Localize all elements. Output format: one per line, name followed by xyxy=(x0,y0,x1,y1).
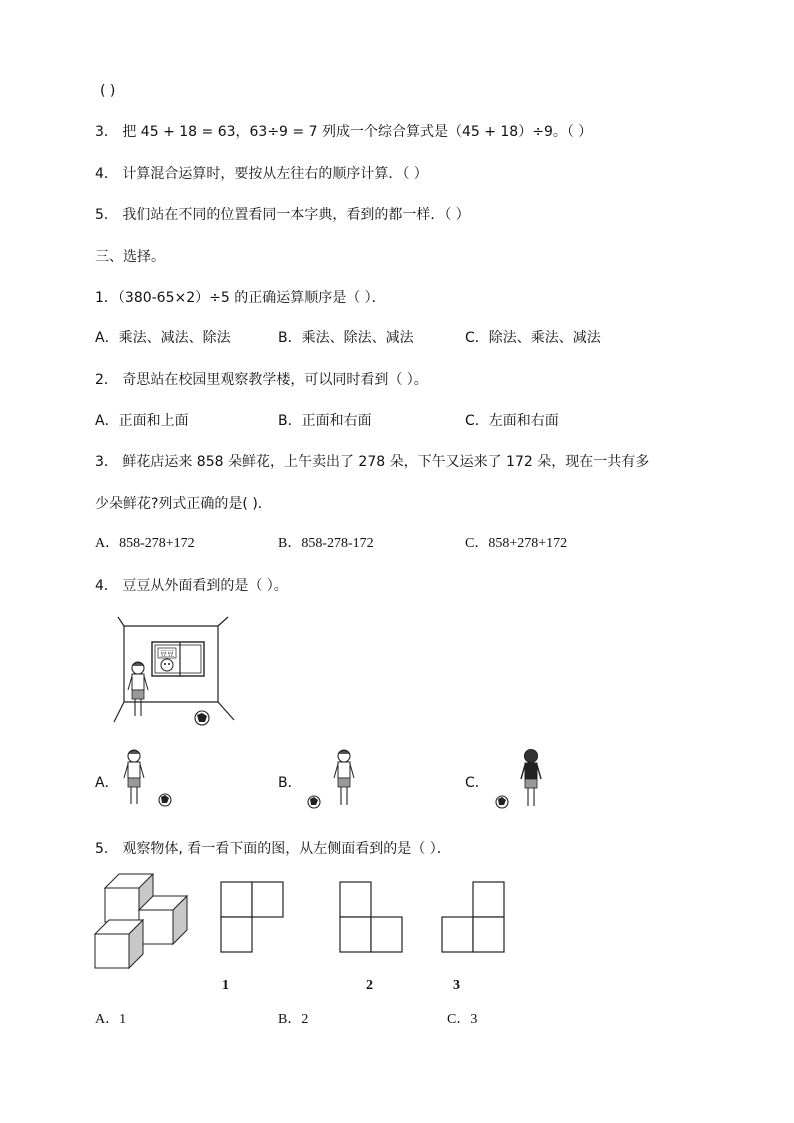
c5-question: 5． 观察物体, 看一看下面的图，从左侧面看到的是（ ）． xyxy=(95,841,451,857)
c1-option-b: B．乘法、除法、减法 xyxy=(278,330,414,346)
view-1-label: 1 xyxy=(222,978,229,993)
c4-question: 4． 豆豆从外面看到的是（ ）。 xyxy=(95,578,288,594)
view-2 xyxy=(339,881,409,961)
c2-option-b: B．正面和右面 xyxy=(278,413,372,429)
c4-option-a: A． xyxy=(95,775,119,791)
boy-ball-option-b xyxy=(302,746,362,811)
view-3 xyxy=(441,881,511,961)
room-illustration xyxy=(110,612,240,742)
c3-question-line1: 3． 鲜花店运来 858 朵鲜花，上午卖出了 278 朵，下午又运来了 172 朵，现在一共有多 xyxy=(95,454,650,470)
judge-q4: 4． 计算混合运算时，要按从左往右的顺序计算．（ ） xyxy=(95,166,428,182)
c3-option-a: A．858-278+172 xyxy=(95,536,195,551)
section-title: 三、选择。 xyxy=(95,249,165,265)
c5-option-b: B．2 xyxy=(278,1012,309,1027)
judge-q3: 3． 把 45 + 18 = 63，63÷9 = 7 列成一个综合算式是（45 + 18）÷9。（ ） xyxy=(95,124,593,140)
c5-option-c: C．3 xyxy=(447,1012,478,1027)
c3-option-c: C．858+278+172 xyxy=(465,536,568,551)
c2-option-c: C．左面和右面 xyxy=(465,413,559,429)
c4-option-b: B． xyxy=(278,775,302,791)
judge-q2-tail: ( ) xyxy=(100,83,116,99)
c3-option-b: B．858-278-172 xyxy=(278,536,374,551)
c1-option-c: C．除法、乘法、减法 xyxy=(465,330,601,346)
c2-question: 2． 奇思站在校园里观察教学楼，可以同时看到（ ）。 xyxy=(95,372,428,388)
c4-option-c: C． xyxy=(465,775,489,791)
boy-back-ball-option-c xyxy=(490,746,550,811)
c1-option-a: A．乘法、减法、除法 xyxy=(95,330,231,346)
view-3-label: 3 xyxy=(453,978,460,993)
c5-option-a: A．1 xyxy=(95,1012,127,1027)
view-2-label: 2 xyxy=(366,978,373,993)
window-sign: 豆豆 xyxy=(160,650,174,658)
c1-question: 1．（380-65×2）÷5 的正确运算顺序是（ ）． xyxy=(95,290,386,306)
c3-question-line2: 少朵鲜花?列式正确的是( )． xyxy=(95,496,272,512)
cube-stack xyxy=(94,872,194,972)
c2-option-a: A．正面和上面 xyxy=(95,413,189,429)
view-1 xyxy=(220,881,290,961)
boy-ball-option-a xyxy=(120,748,180,808)
judge-q5: 5． 我们站在不同的位置看同一本字典，看到的都一样．（ ） xyxy=(95,207,470,223)
